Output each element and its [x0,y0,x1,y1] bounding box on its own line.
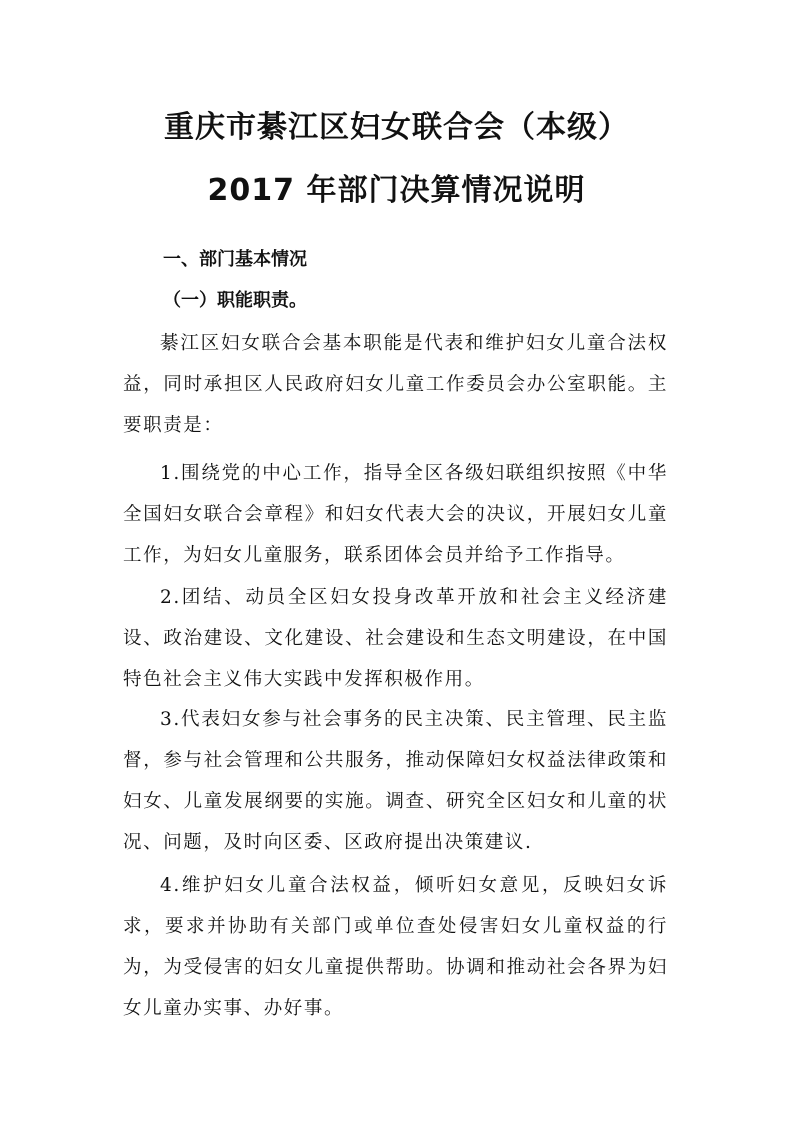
subsection-heading-duties: （一）职能职责。 [163,290,307,311]
duty-paragraph-2: 2.团结、动员全区妇女投身改革开放和社会主义经济建设、政治建设、文化建设、社会建设和生态文明建设，在中国特色社会主义伟大实践中发挥积极作用。 [123,587,668,690]
document-title-line2: 2017 年部门决算情况说明 [207,173,586,208]
intro-paragraph: 綦江区妇女联合会基本职能是代表和维护妇女儿童合法权益，同时承担区人民政府妇女儿童工作委员会办公室职能。主要职责是： [123,333,668,436]
duty-paragraph-1: 1.围绕党的中心工作，指导全区各级妇联组织按照《中华全国妇女联合会章程》和妇女代表大会的决议，开展妇女儿童工作，为妇女儿童服务，联系团体会员并给予工作指导。 [123,463,668,566]
document-title-line1: 重庆市綦江区妇女联合会（本级） [164,110,629,145]
duty-paragraph-3: 3.代表妇女参与社会事务的民主决策、民主管理、民主监督，参与社会管理和公共服务，推动保障妇女权益法律政策和妇女、儿童发展纲要的实施。调查、研究全区妇女和儿童的状况、问题，及时向区委、区政府提出决策建议. [123,709,668,853]
section-heading-basic-info: 一、部门基本情况 [163,249,307,270]
duty-paragraph-4: 4.维护妇女儿童合法权益，倾听妇女意见，反映妇女诉求，要求并协助有关部门或单位查处侵害妇女儿童权益的行为，为受侵害的妇女儿童提供帮助。协调和推动社会各界为妇女儿童办实事、办好事。 [123,875,668,1019]
